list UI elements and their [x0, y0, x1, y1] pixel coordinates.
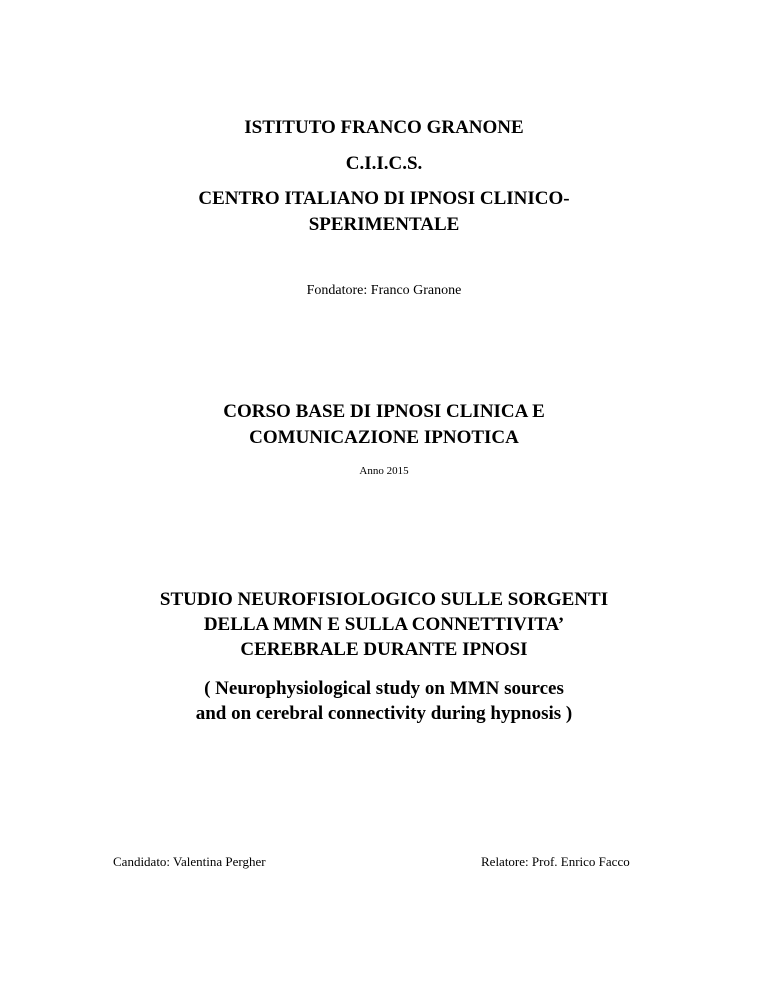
course-year: Anno 2015 [359, 465, 409, 477]
supervisor-name: Relatore: Prof. Enrico Facco [481, 854, 630, 869]
course-title-line2: COMUNICAZIONE IPNOTICA [249, 427, 519, 448]
thesis-title-line1: STUDIO NEUROFISIOLOGICO SULLE SORGENTI [159, 589, 609, 610]
thesis-title-line3: CEREBRALE DURANTE IPNOSI [240, 639, 528, 660]
center-name-line2: SPERIMENTALE [308, 214, 460, 235]
thesis-subtitle-line1: ( Neurophysiological study on MMN sources [204, 678, 564, 699]
institute-name: ISTITUTO FRANCO GRANONE [244, 117, 524, 138]
thesis-title-line2: DELLA MMN E SULLA CONNETTIVITA’ [203, 614, 565, 635]
founder-line: Fondatore: Franco Granone [306, 283, 462, 298]
center-name-line1: CENTRO ITALIANO DI IPNOSI CLINICO- [198, 188, 570, 209]
candidate-name: Candidato: Valentina Pergher [113, 854, 266, 869]
course-title-line1: CORSO BASE DI IPNOSI CLINICA E [223, 401, 545, 422]
institute-acronym: C.I.I.C.S. [345, 153, 423, 174]
thesis-subtitle-line2: and on cerebral connectivity during hypnosis ) [195, 703, 573, 724]
